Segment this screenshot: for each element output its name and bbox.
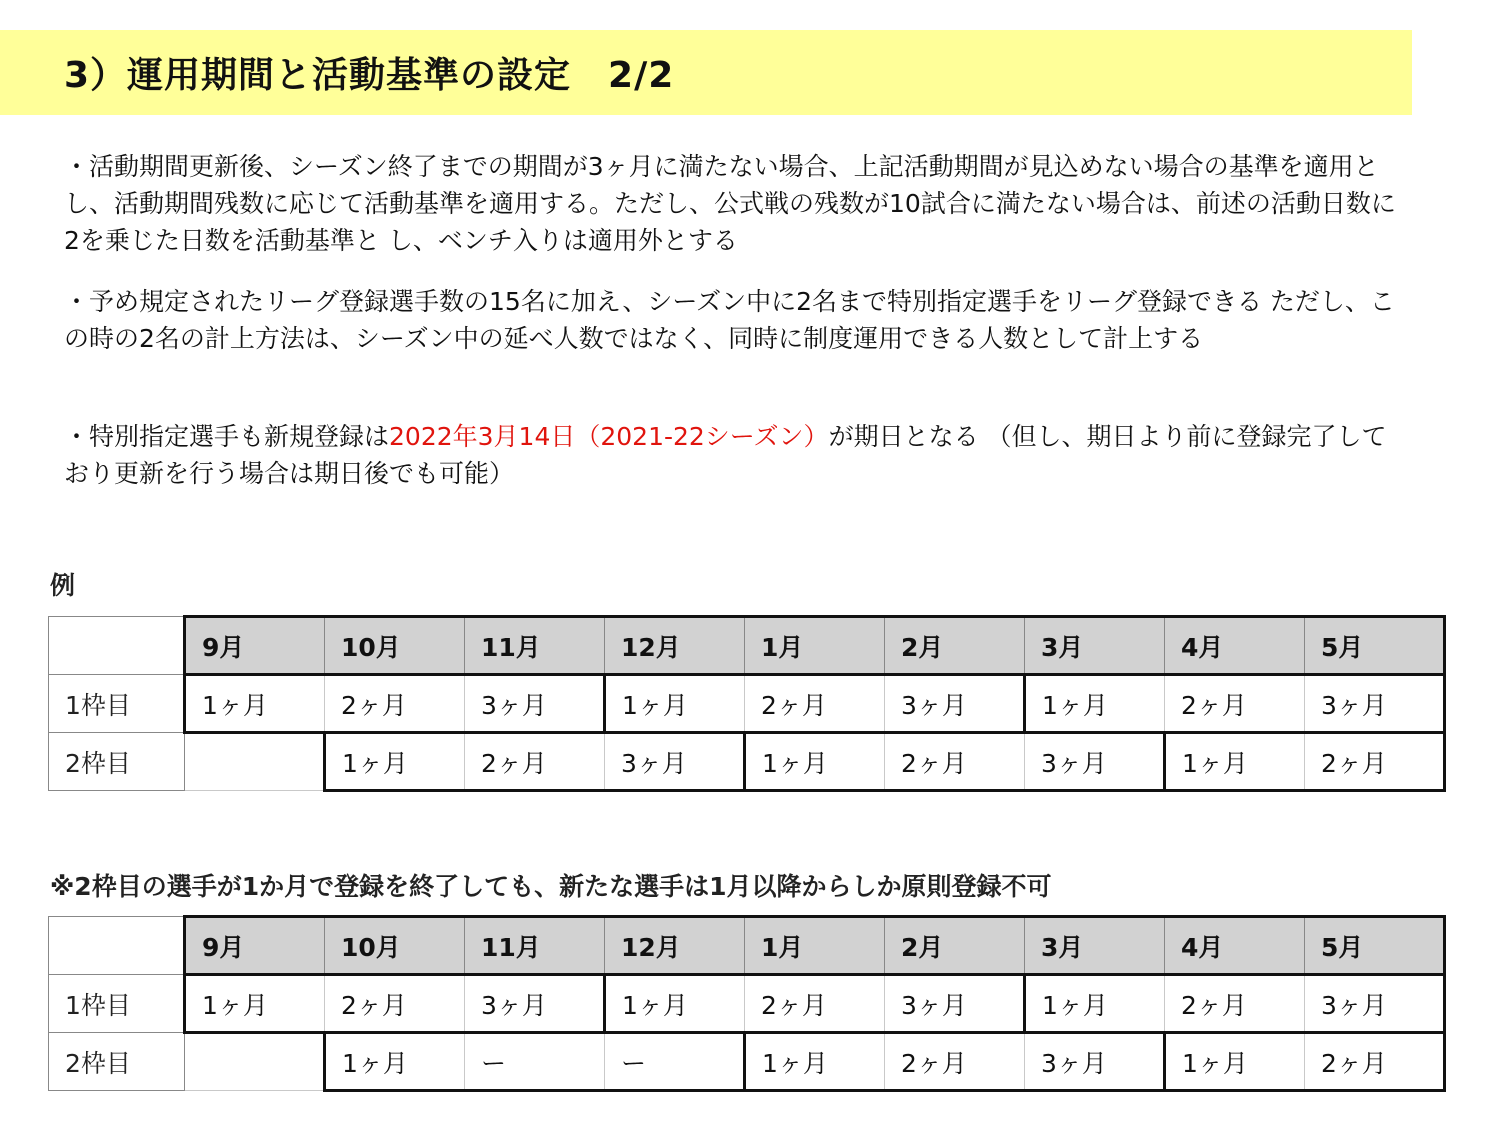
month-header: 5月 [1305,617,1445,675]
table-cell: 1ヶ月 [185,975,325,1033]
month-header: 2月 [885,617,1025,675]
month-header: 3月 [1025,917,1165,975]
table-cell: 2ヶ月 [1305,733,1445,791]
month-header: 9月 [185,917,325,975]
table-cell: 2ヶ月 [1165,675,1305,733]
month-header: 9月 [185,617,325,675]
table-header-row [49,917,1445,975]
table-cell: 3ヶ月 [885,675,1025,733]
month-header: 4月 [1165,917,1305,975]
month-header: 5月 [1305,917,1445,975]
table-cell [185,733,325,791]
month-header: 10月 [325,617,465,675]
table-cell: 2ヶ月 [1305,1033,1445,1091]
table-cell: 2ヶ月 [745,675,885,733]
table-row [49,975,1445,1033]
example-schedule-table [48,615,1446,792]
table-cell: 3ヶ月 [885,975,1025,1033]
note-label: ※2枠目の選手が1か月で登録を終了しても、新たな選手は1月以降からしか原則登録不可 [50,872,1052,901]
table-cell: 1ヶ月 [605,675,745,733]
table-cell: 3ヶ月 [465,975,605,1033]
month-header: 3月 [1025,617,1165,675]
month-header: 2月 [885,917,1025,975]
table-cell: 2ヶ月 [745,975,885,1033]
deadline-text-before: ・特別指定選手も新規登録は [64,422,390,451]
table-cell: 2ヶ月 [325,675,465,733]
table-cell: ー [465,1033,605,1091]
table-cell: 1ヶ月 [745,1033,885,1091]
table-cell: 3ヶ月 [1025,733,1165,791]
table-cell: 1ヶ月 [325,733,465,791]
month-header: 11月 [465,617,605,675]
table-cell [185,1033,325,1091]
table-cell: 1ヶ月 [1025,975,1165,1033]
table-cell: 1ヶ月 [605,975,745,1033]
table-cell: 1ヶ月 [1165,733,1305,791]
month-header: 10月 [325,917,465,975]
month-header: 1月 [745,617,885,675]
table-cell: 3ヶ月 [605,733,745,791]
paragraph-special-designation: ・予め規定されたリーグ登録選手数の15名に加え、シーズン中に2名まで特別指定選手をリーグ登録できる ただし、この時の2名の計上方法は、シーズン中の延べ人数ではなく、同時に制度運用できる人数として計上する [64,287,1395,353]
row-label: 1枠目 [49,975,185,1033]
table-cell: 2ヶ月 [885,1033,1025,1091]
table-row [49,733,1445,791]
table-row [49,1033,1445,1091]
table-cell: ー [605,1033,745,1091]
deadline-date-highlight: 2022年3月14日（2021-22シーズン） [389,422,829,451]
table-cell: 3ヶ月 [465,675,605,733]
table-cell: 1ヶ月 [1165,1033,1305,1091]
month-header: 12月 [605,617,745,675]
deadline-text-after: が期日となる （但し、期日より前に登録完了しており更新を行う場合は期日後でも可能） [64,422,1387,488]
row-label: 1枠目 [49,675,185,733]
header-corner-cell [49,917,185,975]
month-header: 11月 [465,917,605,975]
table-cell: 3ヶ月 [1305,975,1445,1033]
table-row [49,675,1445,733]
table-cell: 1ヶ月 [325,1033,465,1091]
table-cell: 1ヶ月 [1025,675,1165,733]
table-cell: 2ヶ月 [1165,975,1305,1033]
table-cell: 2ヶ月 [325,975,465,1033]
row-label: 2枠目 [49,733,185,791]
table-header-row [49,617,1445,675]
example-label: 例 [50,571,76,600]
month-header: 12月 [605,917,745,975]
table-cell: 3ヶ月 [1025,1033,1165,1091]
table-cell: 3ヶ月 [1305,675,1445,733]
paragraph-registration-deadline [64,418,1404,492]
month-header: 1月 [745,917,885,975]
table-cell: 2ヶ月 [465,733,605,791]
table-cell: 2ヶ月 [885,733,1025,791]
paragraph-activity-period: ・活動期間更新後、シーズン終了までの期間が3ヶ月に満たない場合、上記活動期間が見込めない場合の基準を適用とし、活動期間残数に応じて活動基準を適用する。ただし、公式戦の残数が10試合に満たない場合は、前述の活動日数に2を乗じた日数を活動基準と し、ベンチ入りは適用外とする [64,152,1396,255]
note-schedule-table [48,915,1446,1092]
table-cell: 1ヶ月 [745,733,885,791]
row-label: 2枠目 [49,1033,185,1091]
month-header: 4月 [1165,617,1305,675]
header-corner-cell [49,617,185,675]
table-cell: 1ヶ月 [185,675,325,733]
page-title: 3）運用期間と活動基準の設定 2/2 [64,55,675,96]
